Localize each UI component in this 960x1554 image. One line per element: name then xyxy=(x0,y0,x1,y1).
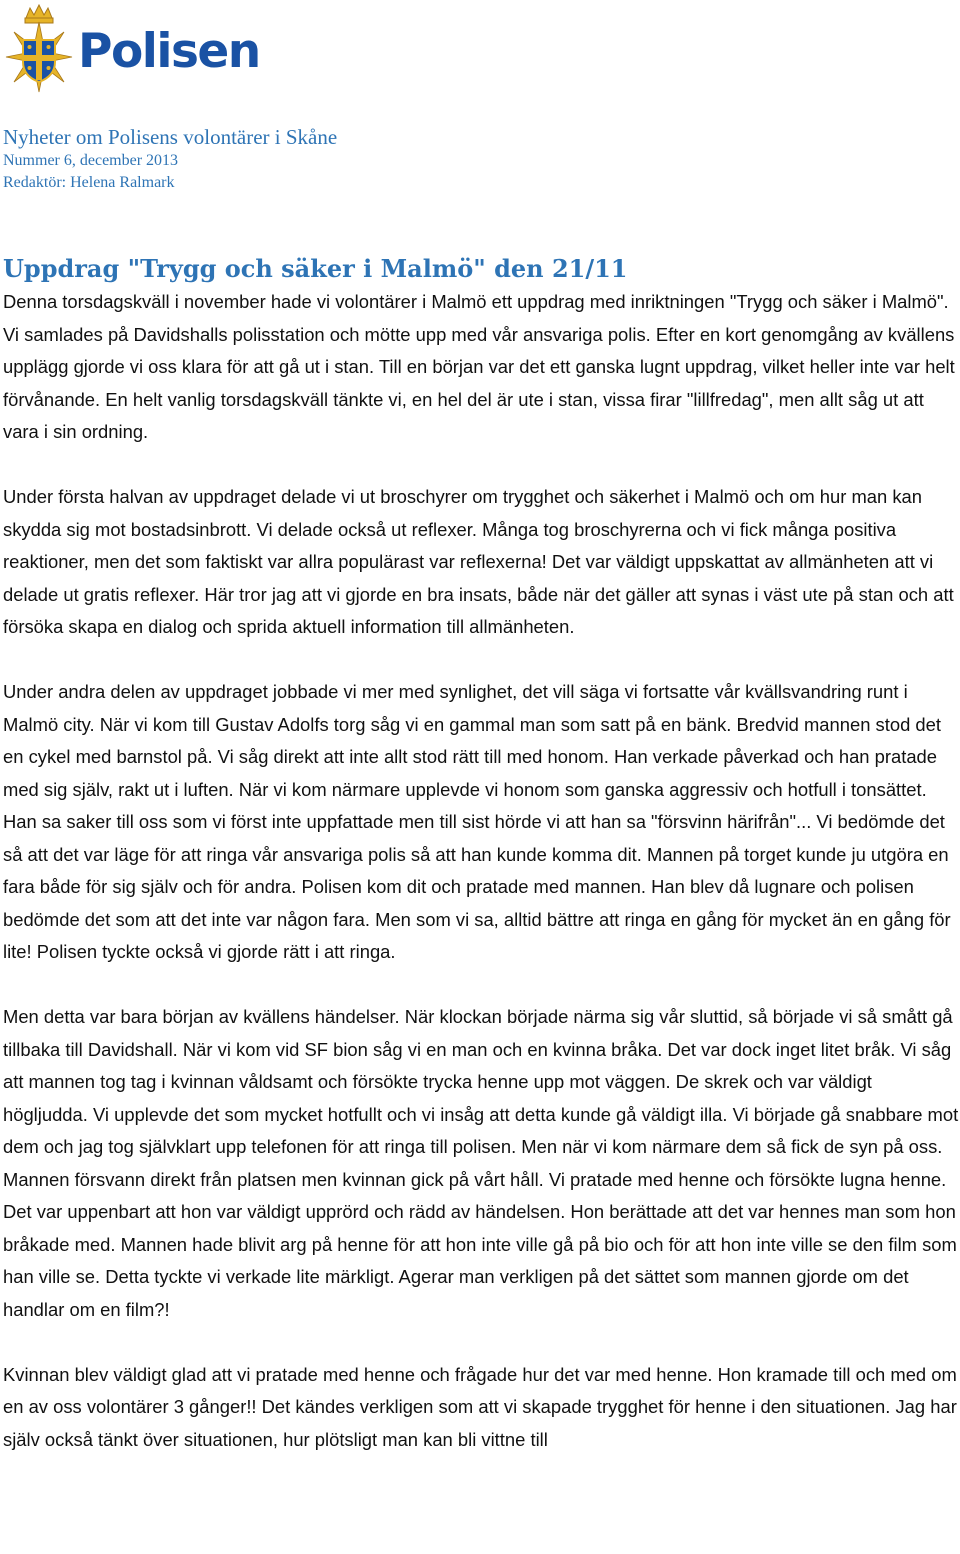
editor-line: Redaktör: Helena Ralmark xyxy=(3,174,175,191)
article-title: Uppdrag "Trygg och säker i Malmö" den 21/11 xyxy=(3,254,628,283)
article-paragraph: Under första halvan av uppdraget delade vi ut broschyrer om trygghet och säkerhet i Malmö och om hur man kan skydda sig mot bostadsinbrott. Vi delade också ut reflexer. Många tog broschyrerna och vi fick många positiva reaktioner, men det som faktiskt var allra populärast var reflexerna! Det var väldigt uppskattat av allmänheten att vi delade ut gratis reflexer. Här tror jag att vi gjorde en bra insats, både när det gäller att synas i väst ute på stan och att försöka skapa en dialog och sprida aktuell information till allmänheten. xyxy=(3,486,954,637)
article-paragraph: Kvinnan blev väldigt glad att vi pratade med henne och frågade hur det var med henne. Hon kramade till och med om en av oss volontärer 3 gånger!! Det kändes verkligen som att vi skapade trygghet för henne i den situationen. Jag har själv också tänkt över situationen, hur plötsligt man kan bli vittne till xyxy=(3,1363,957,1450)
police-crest-icon xyxy=(4,2,74,94)
polisen-wordmark: Polisen xyxy=(78,24,260,79)
article-paragraph: Denna torsdagskväll i november hade vi volontärer i Malmö ett uppdrag med inriktningen "Trygg och säker i Malmö". Vi samlades på Davidshalls polisstation och mötte upp med vår ansvariga polis. Efter en kort genomgång av kvällens upplägg gjorde vi oss klara för att gå ut i stan. Till en början var det ett ganska lugnt uppdrag, vilket heller inte var helt förvånande. En helt vanlig torsdagskväll tänkte vi, en hel del är ute i stan, vissa firar "lillfredag", men allt såg ut att vara i sin ordning. xyxy=(3,291,955,442)
newsletter-masthead xyxy=(3,124,337,194)
article-paragraph: Under andra delen av uppdraget jobbade vi mer med synlighet, det vill säga vi fortsatte vår kvällsvandring runt i Malmö city. När vi kom till Gustav Adolfs torg såg vi en gammal man som satt på en bänk. Bredvid mannen stod det en cykel med barnstol på. Vi såg direkt att inte allt stod rätt till med honom. Han verkade påverkad och han pratade med sig själv, rakt ut i luften. När vi kom närmare upplevde vi honom som ganska aggressiv och hotfull i tonsättet. Han sa saker till oss som vi först inte uppfattade men till sist hörde vi att han sa "försvinn härifrån"... Vi bedömde det så att det var läge för att ringa vår ansvariga polis så att han kunde komma dit. Mannen på torget kunde ju utgöra en fara både för sig själv och för andra. Polisen kom dit och pratade med mannen. Han blev då lugnare och polisen bedömde det som att det inte var någon fara. Men som vi sa, alltid bättre att ringa en gång för mycket än en gång för lite! Polisen tyckte också vi gjorde rätt i att ringa. xyxy=(3,681,951,962)
polisen-logo xyxy=(4,2,260,94)
article-paragraph: Men detta var bara början av kvällens händelser. När klockan började närma sig vår sluttid, så började vi så smått gå tillbaka till Davidshall. När vi kom vid SF bion såg vi en man och en kvinna bråka. Det var dock inget litet bråk. Vi såg att mannen tog tag i kvinnan våldsamt och försökte trycka henne upp mot väggen. De skrek och var väldigt högljudda. Vi upplevde det som mycket hotfullt och vi insåg att detta kunde gå väldigt illa. Vi började gå snabbare mot dem och jag tog självklart upp telefonen för att ringa till polisen. Men när vi kom närmare dem så fick de syn på oss. Mannen försvann direkt från platsen men kvinnan gick på vårt håll. Vi pratade med henne och försökte lugna henne. Det var uppenbart att hon var väldigt upprörd och rädd av händelsen. Hon berättade att det var hennes man som hon bråkade med. Mannen hade blivit arg på henne för att hon inte ville gå på bio och för att hon inte ville se den film som han ville se. Detta tyckte vi verkade lite märkligt. Agerar man verkligen på det sättet som mannen gjorde om det handlar om en film?! xyxy=(3,1006,959,1320)
article xyxy=(3,252,959,1489)
publication-title: Nyheter om Polisens volontärer i Skåne xyxy=(3,125,338,149)
issue-number: Nummer 6, december 2013 xyxy=(3,152,179,169)
